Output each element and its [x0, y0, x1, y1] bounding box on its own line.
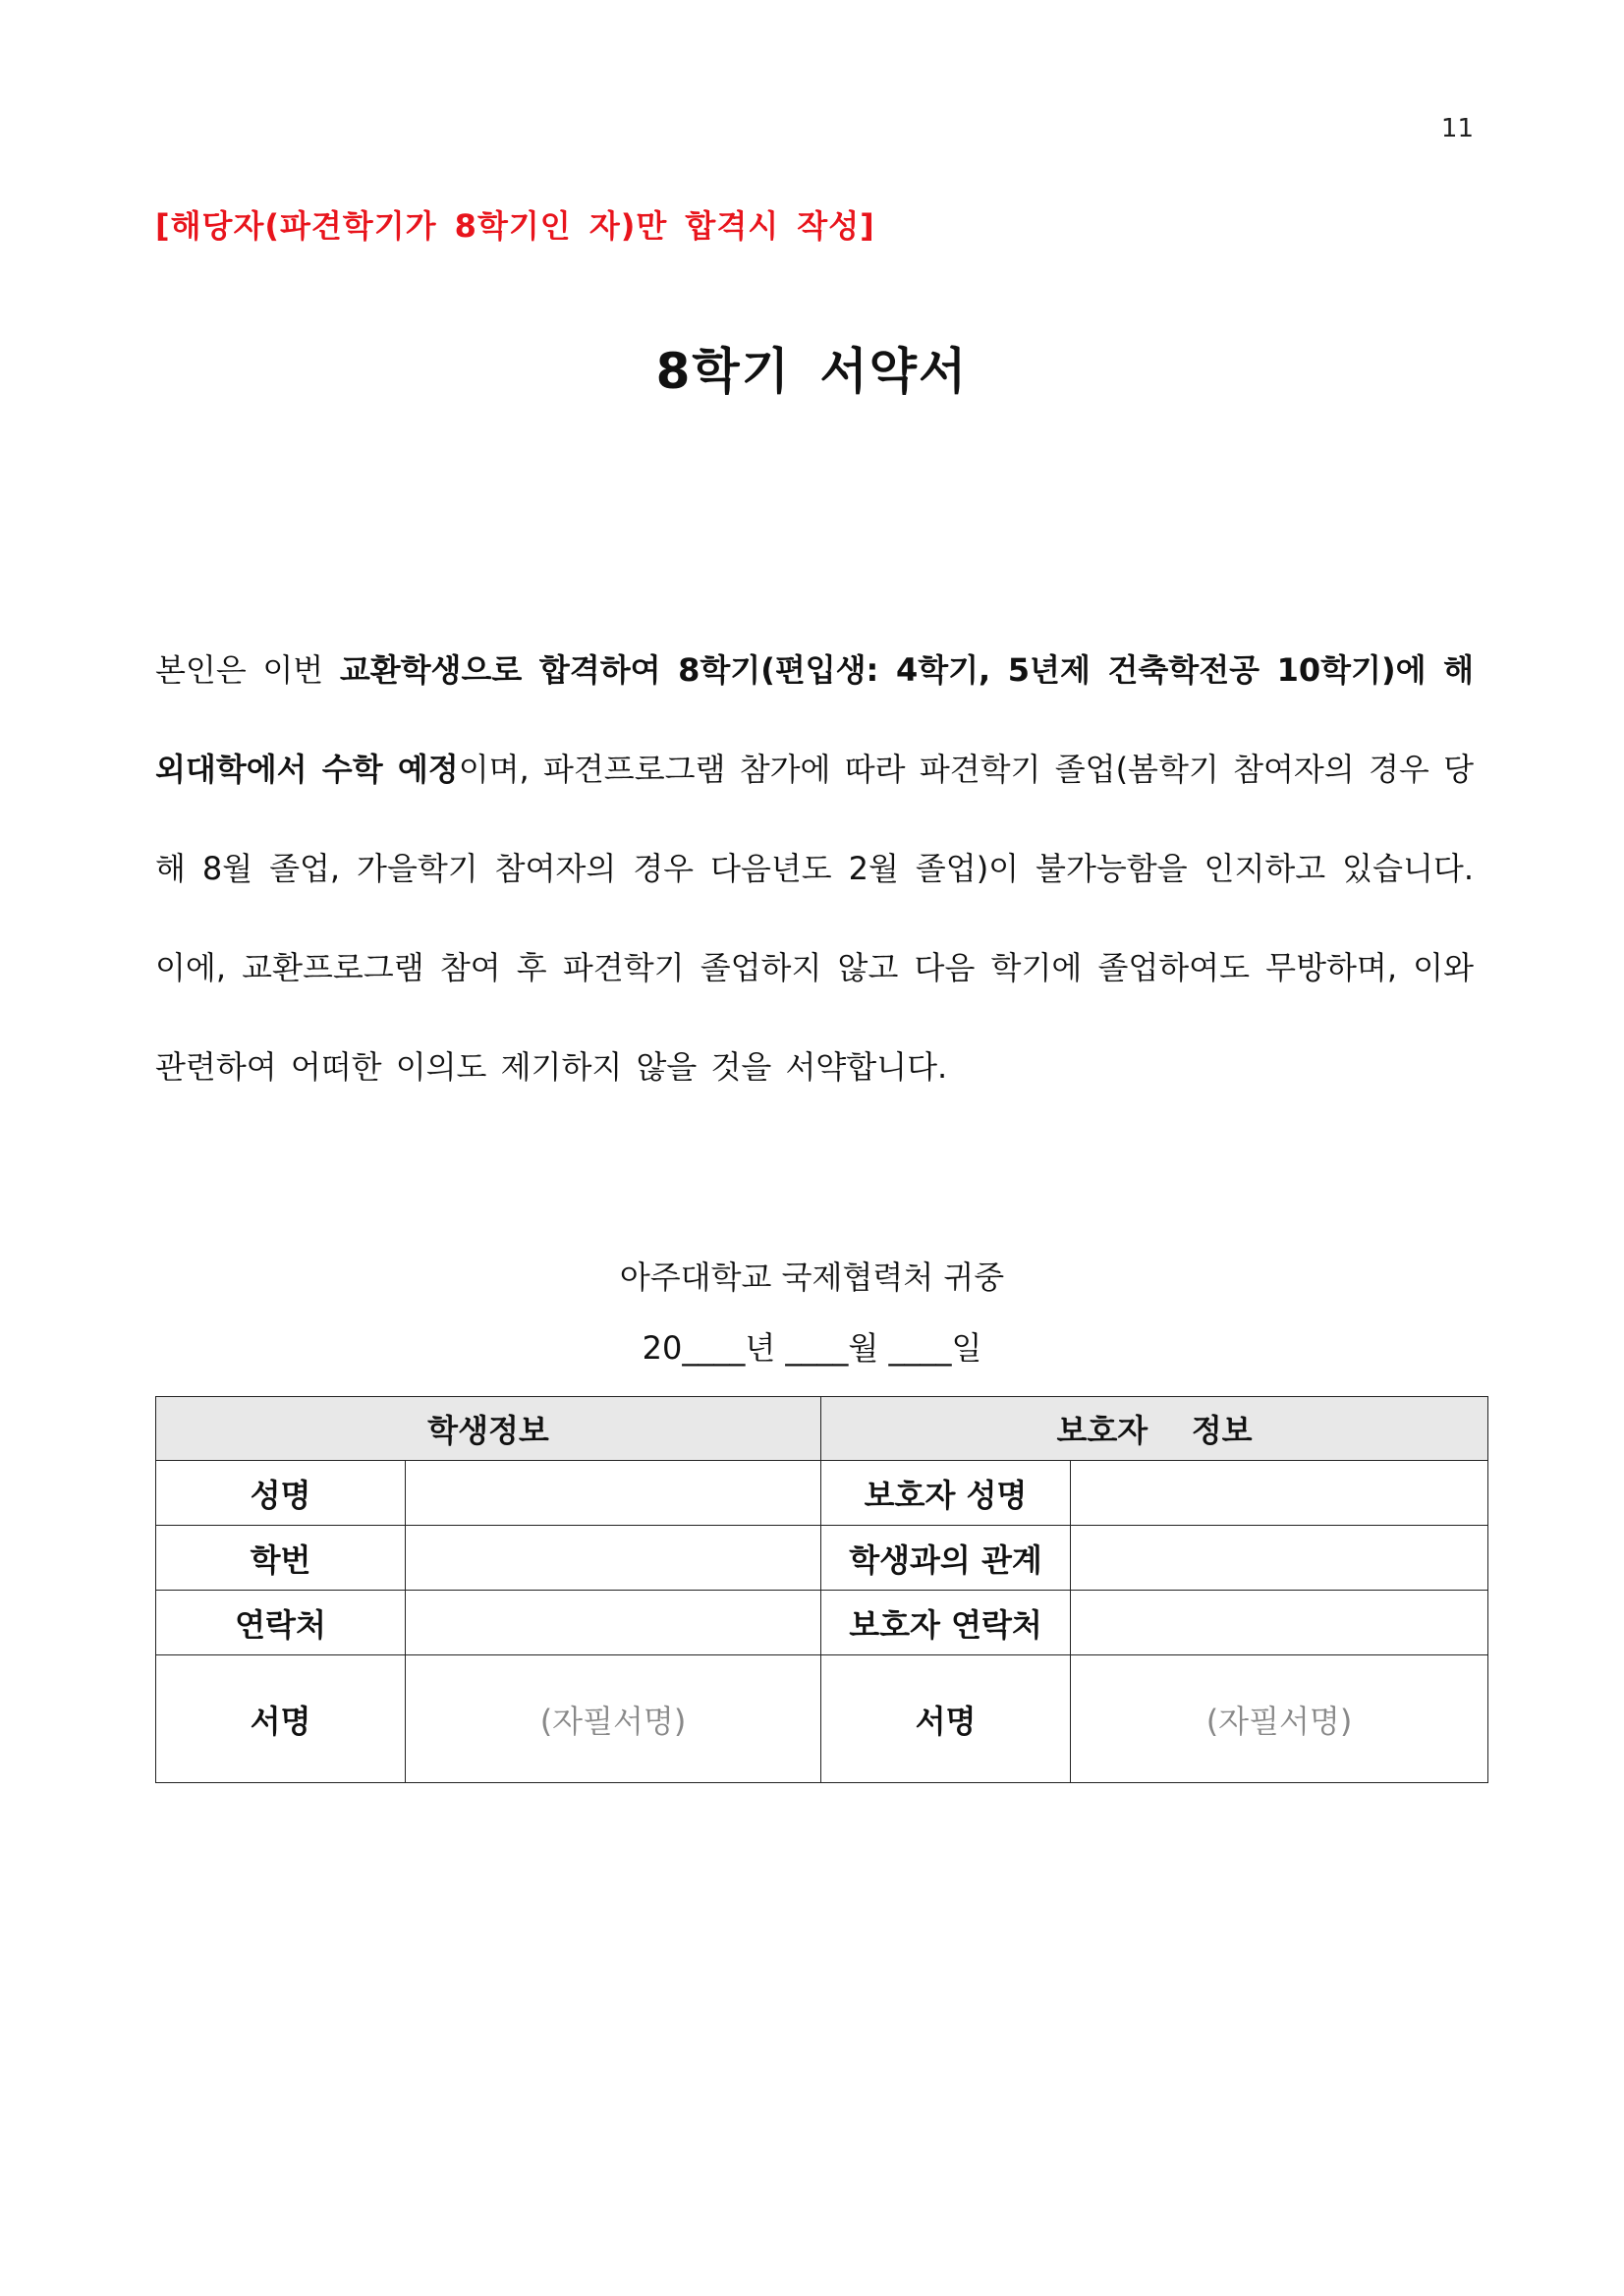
table-row — [156, 1526, 1488, 1591]
guardian-signature-label: 서명 — [821, 1655, 1071, 1783]
student-contact-label: 연락처 — [156, 1591, 406, 1655]
student-id-field[interactable] — [406, 1526, 821, 1591]
date-line: 20____년 ____월 ____일 — [642, 1329, 982, 1367]
student-info-header: 학생정보 — [156, 1397, 821, 1461]
table-row — [156, 1461, 1488, 1526]
table-header-row — [156, 1397, 1488, 1461]
guardian-name-field[interactable] — [1071, 1461, 1488, 1526]
relationship-label: 학생과의 관계 — [821, 1526, 1071, 1591]
guardian-contact-label: 보호자 연락처 — [821, 1591, 1071, 1655]
student-signature-field[interactable]: (자필서명) — [406, 1655, 821, 1783]
student-signature-label: 서명 — [156, 1655, 406, 1783]
pledge-body-bold: 교환학생으로 합격하여 8학기(편입생: 4학기, 5년제 건축학전공 10학기)에 해외대학에서 수학 예정 — [155, 651, 1475, 788]
student-name-label: 성명 — [156, 1461, 406, 1526]
student-contact-field[interactable] — [406, 1591, 821, 1655]
guardian-info-header: 보호자 정보 — [821, 1397, 1488, 1461]
student-id-label: 학번 — [156, 1526, 406, 1591]
pledge-body-part2: 이며, 파견프로그램 참가에 따라 파견학기 졸업(봄학기 참여자의 경우 당해 8월 졸업, 가을학기 참여자의 경우 다음년도 2월 졸업)이 불가능함을 인지하고 있습니다. 이에, 교환프로그램 참여 후 파견학기 졸업하지 않고 다음 학기에 졸업하여도 무방하며, 이와 관련하여 어떠한 이의도 제기하지 않을 것을 서약합니다. — [155, 751, 1474, 1086]
guardian-signature-field[interactable]: (자필서명) — [1071, 1655, 1488, 1783]
recipient-line: 아주대학교 국제협력처 귀중 — [619, 1259, 1005, 1296]
guardian-contact-field[interactable] — [1071, 1591, 1488, 1655]
page-number: 11 — [1440, 114, 1474, 143]
relationship-field[interactable] — [1071, 1526, 1488, 1591]
guardian-name-label: 보호자 성명 — [821, 1461, 1071, 1526]
pledge-body-part1: 본인은 이번 — [155, 651, 340, 689]
info-table — [155, 1396, 1488, 1783]
table-row — [156, 1591, 1488, 1655]
page-title: 8학기 서약서 — [655, 343, 969, 400]
student-name-field[interactable] — [406, 1461, 821, 1526]
notice-text: [해당자(파견학기가 8학기인 자)만 합격시 작성] — [155, 207, 875, 245]
pledge-body — [155, 621, 1474, 1117]
signature-row — [156, 1655, 1488, 1783]
